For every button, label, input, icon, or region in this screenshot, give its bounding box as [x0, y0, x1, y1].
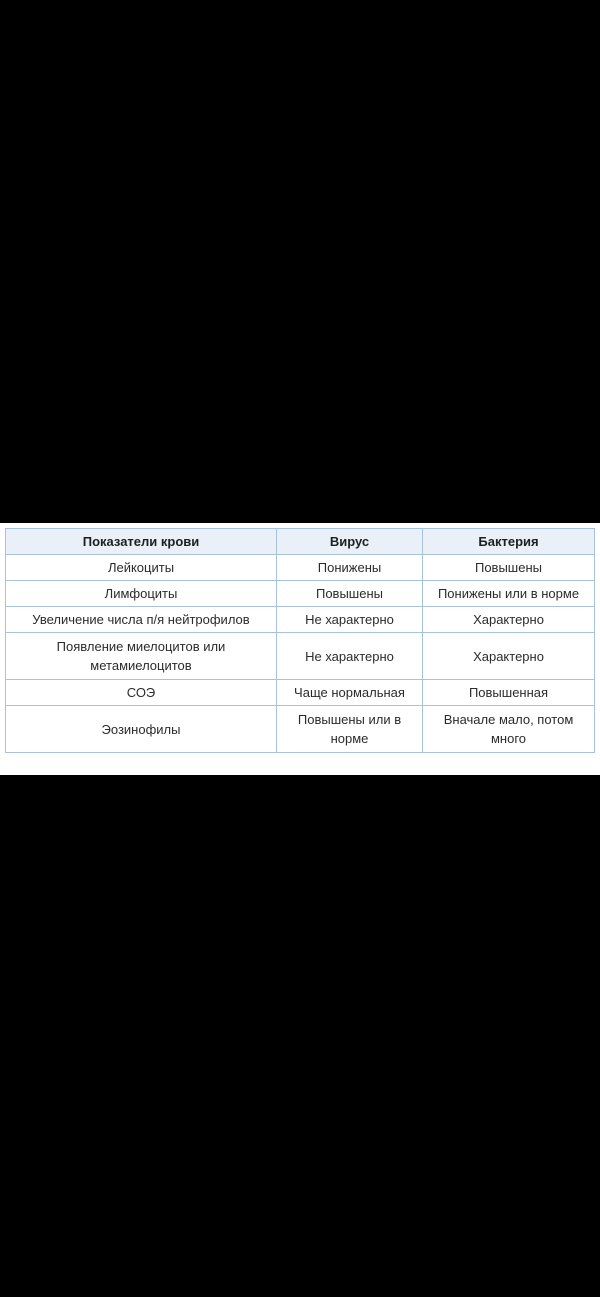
cell-bacteria: Вначале мало, потом много [423, 706, 595, 753]
cell-virus: Не характерно [277, 607, 423, 633]
table-row [6, 706, 595, 753]
header-bacteria: Бактерия [423, 529, 595, 555]
cell-bacteria: Повышенная [423, 680, 595, 706]
cell-indicator: Появление миелоцитов или метамиелоцитов [6, 633, 277, 680]
cell-bacteria: Повышены [423, 555, 595, 581]
cell-indicator: Эозинофилы [6, 706, 277, 753]
cell-indicator: Лейкоциты [6, 555, 277, 581]
table-row [6, 607, 595, 633]
table-header-row [6, 529, 595, 555]
cell-virus: Понижены [277, 555, 423, 581]
table-row [6, 581, 595, 607]
table-row [6, 680, 595, 706]
cell-indicator: СОЭ [6, 680, 277, 706]
blood-indicators-table-card [0, 523, 600, 775]
cell-virus: Не характерно [277, 633, 423, 680]
cell-virus: Повышены или в норме [277, 706, 423, 753]
cell-indicator: Лимфоциты [6, 581, 277, 607]
table-row [6, 633, 595, 680]
cell-bacteria: Понижены или в норме [423, 581, 595, 607]
cell-bacteria: Характерно [423, 633, 595, 680]
blood-indicators-table [5, 528, 595, 753]
cell-bacteria: Характерно [423, 607, 595, 633]
cell-virus: Повышены [277, 581, 423, 607]
header-indicator: Показатели крови [6, 529, 277, 555]
table-row [6, 555, 595, 581]
cell-virus: Чаще нормальная [277, 680, 423, 706]
cell-indicator: Увеличение числа п/я нейтрофилов [6, 607, 277, 633]
header-virus: Вирус [277, 529, 423, 555]
